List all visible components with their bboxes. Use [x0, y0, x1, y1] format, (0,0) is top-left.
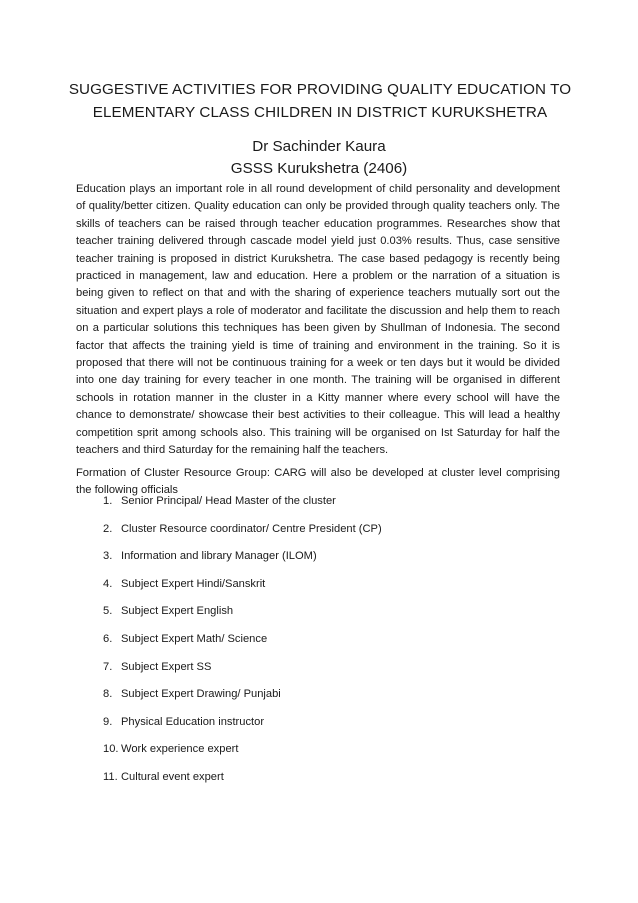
list-item: [103, 714, 543, 742]
document-title: [60, 78, 580, 124]
list-item-number: 4.: [103, 577, 113, 590]
list-item-number: 9.: [103, 715, 113, 728]
list-item-label: Subject Expert Drawing/ Punjabi: [121, 688, 281, 701]
document-body: [76, 181, 560, 504]
list-item-number: 2.: [103, 522, 113, 535]
list-item: [103, 686, 543, 714]
list-item-label: Subject Expert Hindi/Sanskrit: [121, 577, 266, 590]
list-item-label: Subject Expert Math/ Science: [121, 632, 268, 645]
list-item-label: Physical Education instructor: [121, 715, 265, 728]
list-item-number: 3.: [103, 550, 113, 563]
list-item-label: Work experience expert: [121, 743, 239, 756]
list-item-number: 10.: [103, 743, 119, 756]
list-item-label: Senior Principal/ Head Master of the cluster: [121, 495, 336, 507]
list-item: [103, 769, 543, 797]
list-item: [103, 548, 543, 576]
list-item-number: 5.: [103, 605, 113, 618]
list-item-number: 7.: [103, 660, 113, 673]
title-line-2: ELEMENTARY CLASS CHILDREN IN DISTRICT KURUKSHETRA: [92, 104, 548, 121]
list-item: [103, 741, 543, 769]
author-name: Dr Sachinder Kaura: [252, 138, 386, 155]
cluster-group-paragraph: Formation of Cluster Resource Group: CARG will also be developed at cluster level comprising the following officials: [76, 466, 560, 496]
title-line-1: SUGGESTIVE ACTIVITIES FOR PROVIDING QUALITY EDUCATION TO: [68, 81, 572, 98]
officials-list: [103, 493, 543, 797]
intro-paragraph: Education plays an important role in all round development of child personality and development of quality/better citizen. Quality education can only be provided through quality teachers only. The skills of teachers can be raised through teacher education programmes. Researches show that teacher training delivered through cascade model yield just 0.03% results. Thus, case sensitive teacher training is proposed in district Kurukshetra. The case based pedagogy is recently being practiced in management, law and education. Here a problem or the narration of a situation is being given to reflect on that and with the sharing of experience teachers mutually sort out the situation and expert plays a role of moderator and facilitate the discussion and help them to reach on a particular solutions this techniques has been given by Shullman of Indonesia. The second factor that affects the training yield is time of training and environment in the training. So it is proposed that there will not be continuous training for a week or ten days but it would be divided into one day training for every teacher in one month. The training will be organised in different schools in rotation manner in the cluster in a Kitty manner where every school will have the chance to demonstrate/ showcase their best activities to their colleague. This will lead a healthy competition sprit among schools also. This training will be organised on Ist Saturday for half the teachers and third Saturday for the remaining half the teachers.: [76, 183, 560, 457]
list-item-number: 8.: [103, 688, 113, 701]
list-item: [103, 493, 543, 521]
list-item: [103, 521, 543, 549]
author-school: GSSS Kurukshetra (2406): [230, 160, 408, 177]
list-item: [103, 631, 543, 659]
list-item-number: 6.: [103, 632, 113, 645]
list-item-number: 1.: [103, 495, 113, 507]
list-item-label: Information and library Manager (ILOM): [121, 550, 317, 563]
list-item: [103, 603, 543, 631]
list-item-label: Cluster Resource coordinator/ Centre President (CP): [121, 522, 382, 535]
list-item: [103, 576, 543, 604]
list-item: [103, 659, 543, 687]
list-item-label: Cultural event expert: [121, 770, 224, 783]
list-item-label: Subject Expert English: [121, 605, 234, 618]
list-item-number: 11.: [103, 770, 118, 783]
list-item-label: Subject Expert SS: [121, 660, 212, 673]
